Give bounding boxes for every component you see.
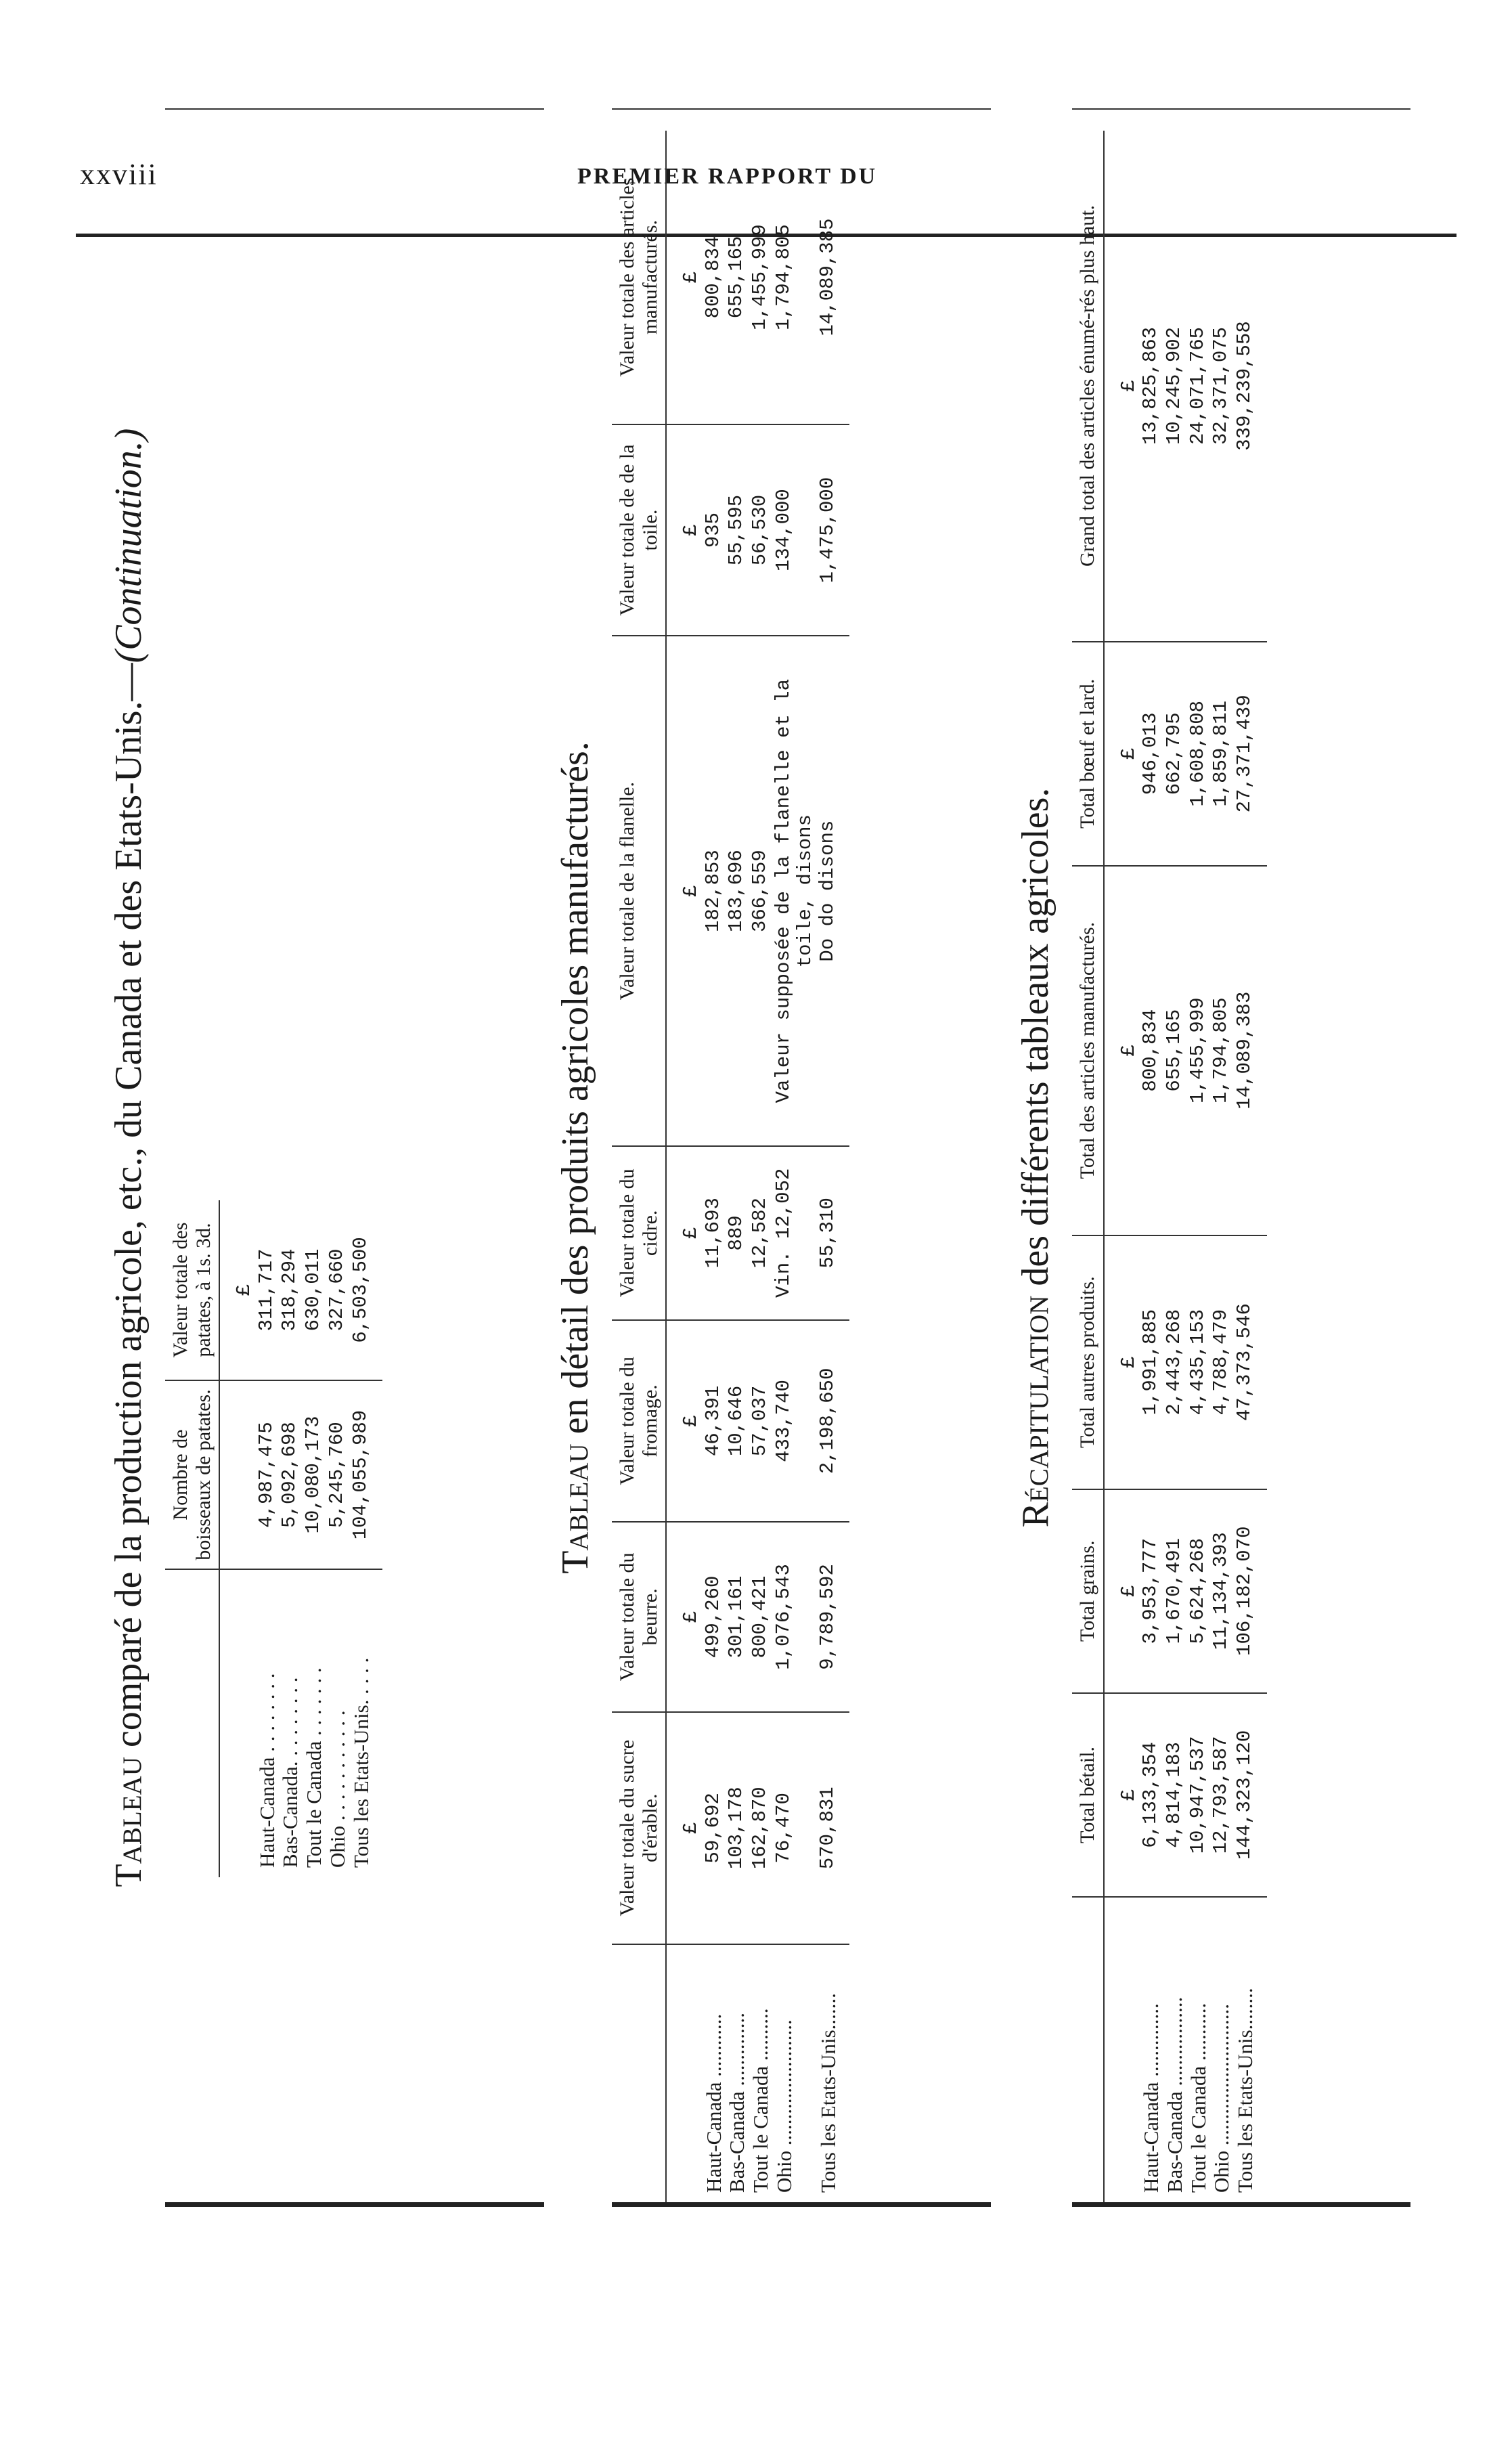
table-cell: 9,789,592 — [817, 1522, 850, 1711]
table-cell: Do do disons — [817, 636, 850, 1146]
row-label: Ohio ........................... — [1209, 2004, 1234, 2193]
column-header: Valeur totale du fromage. — [612, 1320, 666, 1523]
column-header: Valeur totale des patates, à 1s. 3d. — [165, 1200, 219, 1380]
column-header: Total autres produits. — [1072, 1235, 1104, 1489]
table2-section — [554, 81, 991, 2234]
table-row — [1187, 131, 1211, 2202]
table-cell: 5,245,760 — [326, 1380, 350, 1569]
column-header: Total grains. — [1072, 1489, 1104, 1693]
table-cell: 12,582 — [749, 1146, 773, 1319]
currency-row: £ £ £ £ £ £ £ — [666, 131, 702, 2202]
table3-title: Récapitulation des différents tableaux agricoles. — [1015, 787, 1057, 1528]
table-cell: 6,503,500 — [350, 1200, 383, 1380]
table-cell: 32,371,075 — [1210, 131, 1234, 642]
rotated-content — [80, 81, 1433, 2234]
table-cell: 1,859,811 — [1210, 642, 1234, 866]
table3-frame — [1072, 108, 1410, 2207]
table-cell: 1,455,999 — [749, 131, 773, 424]
table-cell: 1,794,805 — [1210, 866, 1234, 1235]
table-cell: 4,814,183 — [1163, 1693, 1187, 1897]
table1-section — [107, 81, 544, 2234]
column-header: Total des articles manufacturés. — [1072, 866, 1104, 1235]
table1-title: Tableau comparé de la production agricole, etc., du Canada et des Etats-Unis.—(Continuation.) — [108, 428, 150, 1887]
row-label: Tout le Canada .......... — [749, 2008, 773, 2193]
row-label: Haut-Canada . . . . . . . . — [254, 1673, 279, 1868]
table-cell: 4,788,479 — [1210, 1235, 1234, 1489]
table-row — [1163, 131, 1187, 2202]
table-cell: 1,076,543 — [773, 1522, 817, 1711]
table1-frame — [165, 108, 544, 2207]
column-header: Valeur totale du cidre. — [612, 1146, 666, 1319]
table-cell: 59,692 — [703, 1712, 726, 1944]
table-cell: 1,475,000 — [817, 424, 850, 636]
row-label: Ohio ........................ — [772, 2019, 796, 2193]
column-header: Valeur totale de la flanelle. — [612, 636, 666, 1146]
table-cell: 655,165 — [726, 131, 749, 424]
table-row — [1234, 131, 1267, 2202]
table-cell: 311,717 — [256, 1200, 280, 1380]
table-header-row — [165, 1200, 219, 1877]
table-row — [303, 1200, 326, 1877]
table-cell: 57,037 — [749, 1320, 773, 1523]
table-cell: 11,134,393 — [1210, 1489, 1234, 1693]
table-cell: 182,853 — [703, 636, 726, 1146]
table-cell: 433,740 — [773, 1320, 817, 1523]
row-label: Haut-Canada .............. — [1139, 2003, 1163, 2193]
table-cell: 1,608,808 — [1187, 642, 1211, 866]
table-cell: 10,080,173 — [303, 1380, 326, 1569]
table-cell: 800,834 — [1140, 866, 1163, 1235]
row-label: Tous les Etats-Unis........ — [1232, 1988, 1257, 2193]
table-cell: 56,530 — [749, 424, 773, 636]
table-cell: 1,794,805 — [773, 131, 817, 424]
row-label: Tout le Canada ........... — [1186, 2002, 1210, 2193]
table-cell: 103,178 — [726, 1712, 749, 1944]
table-cell: 55,595 — [726, 424, 749, 636]
table-cell: Valeur supposée de la flanelle et la toile, disons — [773, 636, 817, 1146]
table-cell: 144,323,120 — [1234, 1693, 1267, 1897]
table-cell: 27,371,439 — [1234, 642, 1267, 866]
row-label: Bas-Canada. . . . . . . . . — [278, 1677, 303, 1868]
table-cell: 24,071,765 — [1187, 131, 1211, 642]
table-cell: 889 — [726, 1146, 749, 1319]
table-cell: 134,000 — [773, 424, 817, 636]
table1-body — [256, 1200, 383, 1877]
column-header: Valeur totale du sucre d'érable. — [612, 1712, 666, 1944]
table-cell: 10,947,537 — [1187, 1693, 1211, 1897]
table-row — [749, 131, 773, 2202]
table-cell: 327,660 — [326, 1200, 350, 1380]
table3-body — [1140, 131, 1267, 2202]
table-cell: 1,670,491 — [1163, 1489, 1187, 1693]
table-row — [703, 131, 726, 2202]
table3 — [1072, 131, 1267, 2202]
table-header-row — [1072, 131, 1104, 2202]
table-cell: 4,435,153 — [1187, 1235, 1211, 1489]
column-header: Total bétail. — [1072, 1693, 1104, 1897]
table-cell: 183,696 — [726, 636, 749, 1146]
row-label: Ohio . . . . . . . . . . . — [325, 1710, 349, 1868]
table-cell: 318,294 — [279, 1200, 303, 1380]
table2-body — [703, 131, 850, 2202]
table-row — [1140, 131, 1163, 2202]
column-header: Valeur totale du beurre. — [612, 1522, 666, 1711]
table-cell: 46,391 — [703, 1320, 726, 1523]
table-cell: 106,182,070 — [1234, 1489, 1267, 1693]
running-title: PREMIER RAPPORT DU — [577, 164, 878, 189]
table-cell: 12,793,587 — [1210, 1693, 1234, 1897]
table-cell: 10,245,902 — [1163, 131, 1187, 642]
table-cell: 935 — [703, 424, 726, 636]
table-row — [350, 1200, 383, 1877]
table-cell: 14,089,385 — [817, 131, 850, 424]
table-cell: 5,624,268 — [1187, 1489, 1211, 1693]
table2 — [612, 131, 849, 2202]
table-cell: 5,092,698 — [279, 1380, 303, 1569]
row-label: Haut-Canada ............ — [701, 2013, 726, 2193]
table-row — [279, 1200, 303, 1877]
table-cell: 3,953,777 — [1140, 1489, 1163, 1693]
table-cell: 14,089,383 — [1234, 866, 1267, 1235]
row-label: Tous les Etats-Unis....... — [816, 1993, 840, 2193]
table-cell: 301,161 — [726, 1522, 749, 1711]
column-header: Valeur totale des articles manufacturés. — [612, 131, 666, 424]
table-cell: 10,646 — [726, 1320, 749, 1523]
table-cell: 6,133,354 — [1140, 1693, 1163, 1897]
table-header-row — [612, 131, 666, 2202]
currency-row: £ £ £ £ £ £ — [1104, 131, 1140, 2202]
table-cell: 47,373,546 — [1234, 1235, 1267, 1489]
table-cell: 4,987,475 — [256, 1380, 280, 1569]
column-header: Valeur totale de de la toile. — [612, 424, 666, 636]
table-cell: 366,559 — [749, 636, 773, 1146]
row-label: Bas-Canada ................. — [1162, 1996, 1186, 2193]
table-cell: 55,310 — [817, 1146, 850, 1319]
column-header: Nombre de boisseaux de patates. — [165, 1380, 219, 1569]
table2-frame — [612, 108, 991, 2207]
table-row — [773, 131, 817, 2202]
table-cell: 800,421 — [749, 1522, 773, 1711]
table-cell: 11,693 — [703, 1146, 726, 1319]
table-row — [1210, 131, 1234, 2202]
table-cell: 76,470 — [773, 1712, 817, 1944]
table-cell: 13,825,863 — [1140, 131, 1163, 642]
table-cell: 499,260 — [703, 1522, 726, 1711]
table-row — [817, 131, 850, 2202]
table2-title: Tableau en détail des produits agricoles manufacturés. — [554, 741, 596, 1574]
table-cell: 946,013 — [1140, 642, 1163, 866]
table-cell: 339,239,558 — [1234, 131, 1267, 642]
table-cell: 630,011 — [303, 1200, 326, 1380]
table-cell: 2,443,268 — [1163, 1235, 1187, 1489]
row-label: Bas-Canada .............. — [725, 2012, 749, 2193]
table-row — [256, 1200, 280, 1877]
table-cell: 1,991,885 — [1140, 1235, 1163, 1489]
table-row — [726, 131, 749, 2202]
column-header: Total bœuf et lard. — [1072, 642, 1104, 866]
table-cell: 662,795 — [1163, 642, 1187, 866]
table-cell: 800,834 — [703, 131, 726, 424]
table-cell: Vin. 12,052 — [773, 1146, 817, 1319]
table-cell: 162,870 — [749, 1712, 773, 1944]
table-cell: 570,831 — [817, 1712, 850, 1944]
table-cell: 2,198,650 — [817, 1320, 850, 1523]
row-label: Tout le Canada . . . . . . . — [302, 1667, 326, 1868]
header-stub — [165, 1569, 219, 1877]
row-label: Tous les Etats-Unis. . . . . — [349, 1657, 373, 1868]
table3-section — [1014, 81, 1410, 2234]
table-cell: 1,455,999 — [1187, 866, 1211, 1235]
table-cell: 104,055,989 — [350, 1380, 383, 1569]
column-header: Grand total des articles énumé-rés plus haut. — [1072, 131, 1104, 642]
table-row — [326, 1200, 350, 1877]
page-number: xxviii — [80, 158, 158, 191]
table1 — [165, 1200, 382, 1877]
table-cell: 655,165 — [1163, 866, 1187, 1235]
currency-row: £ — [219, 1200, 255, 1877]
